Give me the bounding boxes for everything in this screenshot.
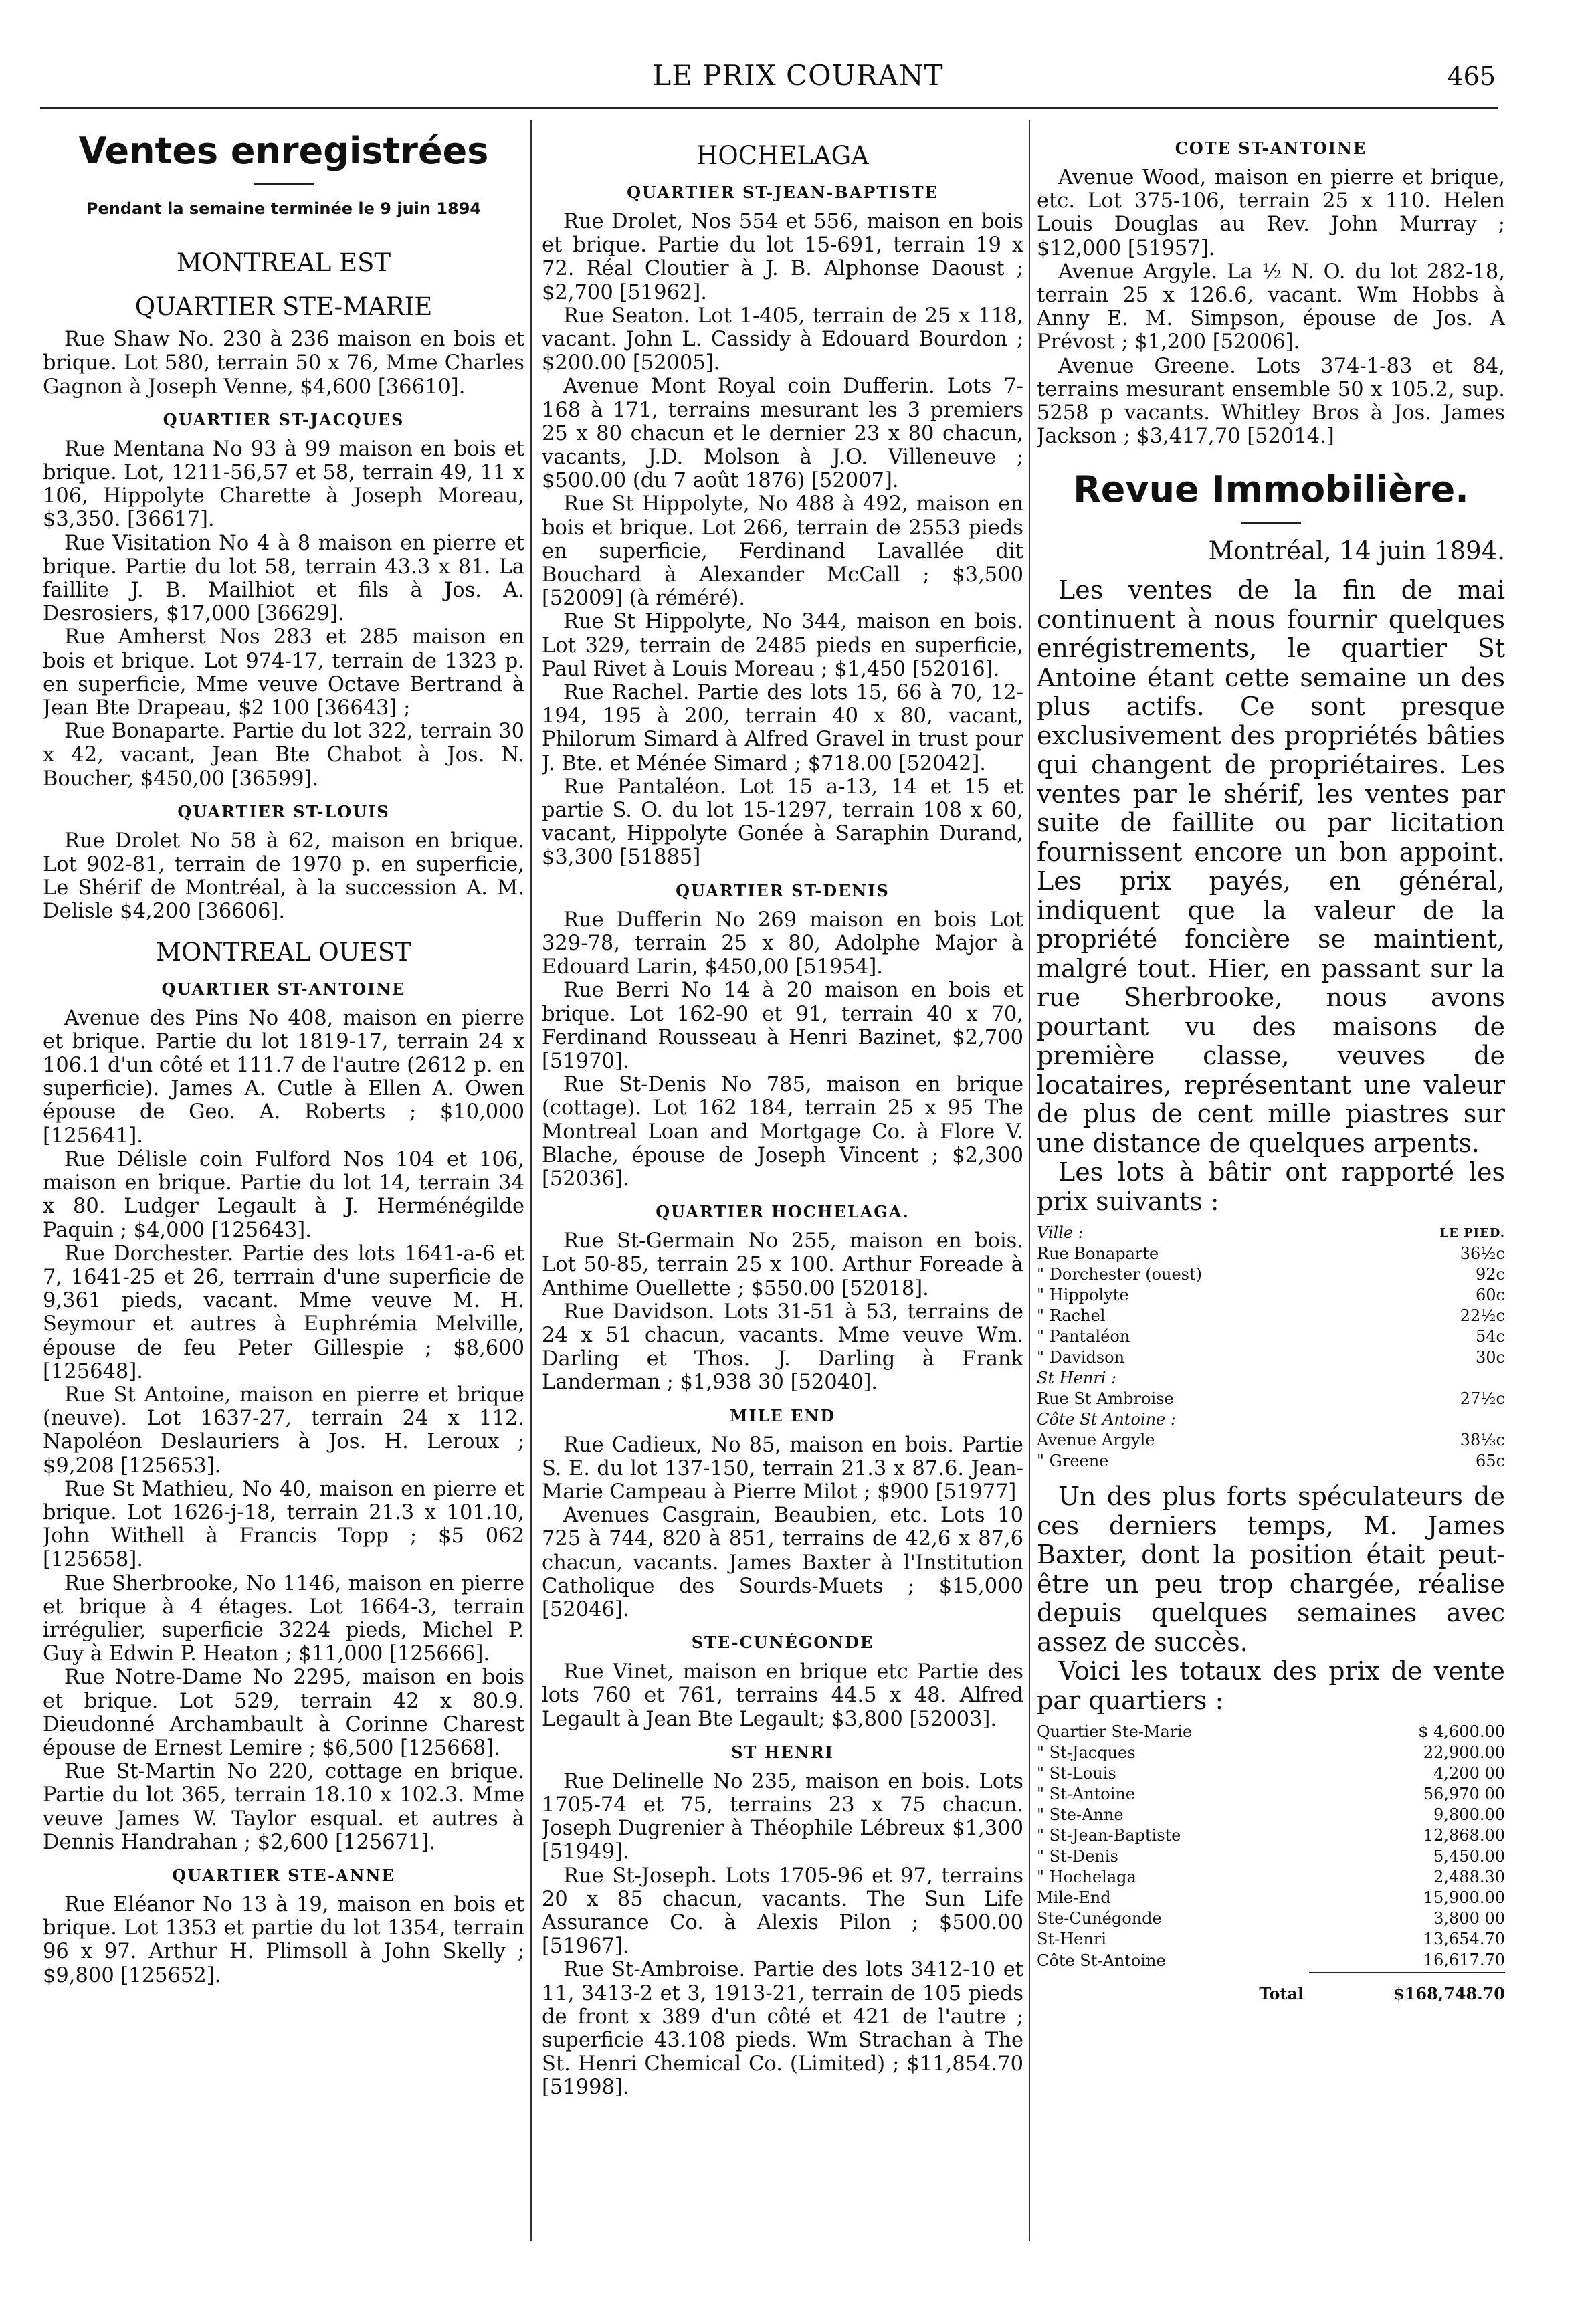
row-label: " Greene [1037, 1452, 1109, 1471]
table-row [1037, 1264, 1505, 1285]
table-row [1037, 1950, 1505, 1972]
sale-entry: Rue St-Martin No 220, cottage en brique. Partie du lot 365, terrain 18.10 x 102.3. Mme veuve James W. Taylor esqual. et autres à Dennis Handrahan ; $2,600 [125671]. [43, 1760, 524, 1854]
subsection-st-jacques: QUARTIER ST-JACQUES [163, 409, 405, 429]
sale-entry: Avenues Casgrain, Beaubien, etc. Lots 10 725 à 744, 820 à 851, terrains de 42,6 x 87,6 chacun, vacants. James Baxter à l'Institution Catholique des Sourds-Muets ; $15,000 [52046]. [542, 1504, 1023, 1621]
ventes-title: Ventes enregistrées [78, 130, 489, 172]
row-value: 15,900.00 [1423, 1888, 1505, 1908]
sale-entry: Rue St Hippolyte, No 488 à 492, maison en bois et brique. Lot 266, terrain de 2553 pieds en superficie, Ferdinand Lavallée dit Bouchard à Alexander McCall ; $3,500 [52009] (à réméré). [542, 492, 1023, 611]
sale-entry: Rue St Hippolyte, No 344, maison en bois. Lot 329, terrain de 2485 pieds en superficie, Paul Rivet à Louis Moreau ; $1,450 [52016]. [542, 610, 1023, 681]
subsection-st-denis: QUARTIER ST-DENIS [676, 880, 890, 900]
subsection-mile-end: MILE END [729, 1405, 836, 1425]
row-value: 9,800.00 [1433, 1805, 1505, 1825]
table-row [1037, 1805, 1505, 1825]
row-label: " Ste-Anne [1037, 1805, 1124, 1825]
title-rule [1241, 522, 1301, 524]
row-label: Avenue Argyle [1037, 1431, 1155, 1450]
row-label: Rue Bonaparte [1037, 1244, 1159, 1264]
table-row [1037, 1846, 1505, 1867]
row-value: 2,488.30 [1433, 1868, 1505, 1887]
sale-entry: Rue Bonaparte. Partie du lot 322, terrain 30 x 42, vacant, Jean Bte Chabot à Jos. N. Boucher, $450,00 [36599]. [43, 720, 524, 791]
sale-entry: Rue Shaw No. 230 à 236 maison en bois et brique. Lot 580, terrain 50 x 76, Mme Charles Gagnon à Joseph Venne, $4,600 [36610]. [43, 328, 524, 399]
table-row [1037, 1908, 1505, 1929]
row-value: 38⅓c [1460, 1431, 1505, 1450]
table-row [1037, 1430, 1505, 1451]
price-table-header [1037, 1223, 1505, 1243]
sale-entry: Avenue Argyle. La ½ N. O. du lot 282-18, terrain 25 x 126.6, vacant. Wm Hobbs à Anny E. M. Simpson, épouse de Jos. A Prévost ; $1,200 [52006]. [1037, 260, 1505, 355]
row-value: 54c [1476, 1327, 1505, 1346]
row-value [1373, 1409, 1505, 1430]
row-value: 3,800 00 [1433, 1909, 1505, 1928]
totals-grand-total [1037, 1972, 1505, 2005]
row-value: 30c [1476, 1348, 1505, 1367]
sale-entry: Rue Visitation No 4 à 8 maison en pierre et brique. Partie du lot 58, terrain 43.3 x 81. La faillite J. B. Mailhiot et fils à Jos. A. Desrosiers, $17,000 [36629]. [43, 531, 524, 626]
sale-entry: Rue Eléanor No 13 à 19, maison en bois et brique. Lot 1353 et partie du lot 1354, terrain 96 x 97. Arthur H. Plimsoll à John Skelly ; $9,800 [125652]. [43, 1892, 524, 1987]
sale-entry: Rue St-Joseph. Lots 1705-96 et 97, terrains 20 x 85 chacun, vacants. The Sun Life Assurance Co. à Alexis Pilon ; $500.00 [51967]. [542, 1864, 1023, 1959]
week-note: Pendant la semaine terminée le 9 juin 1894 [86, 199, 482, 218]
sale-entry: Rue St Mathieu, No 40, maison en pierre et brique. Lot 1626-j-18, terrain 21.3 x 101.10, John Withell à Francis Topp ; $5 062 [125658]. [43, 1477, 524, 1572]
subsection-st-antoine: QUARTIER ST-ANTOINE [161, 979, 406, 999]
row-label: Rue St Ambroise [1037, 1389, 1174, 1409]
table-row [1037, 1742, 1505, 1763]
subsection-cote-st-antoine: COTE ST-ANTOINE [1175, 138, 1367, 158]
table-row [1037, 1285, 1505, 1306]
sale-entry: Rue Amherst Nos 283 et 285 maison en bois et brique. Lot 974-17, terrain de 1323 p. en superficie, Mme veuve Octave Bertrand à Jean Bte Drapeau, $2 100 [36643] ; [43, 625, 524, 720]
table-row [1037, 1784, 1505, 1805]
subsection-st-louis: QUARTIER ST-LOUIS [177, 801, 390, 821]
title-rule [254, 183, 314, 185]
sale-entry: Avenue Greene. Lots 374-1-83 et 84, terrains mesurant ensemble 50 x 105.2, sup. 5258 p vacants. Whitley Bros à Jos. James Jackson ; $3,417,70 [52014.] [1037, 354, 1505, 449]
row-value: $ 4,600.00 [1418, 1722, 1505, 1742]
table-row [1037, 1326, 1505, 1347]
sale-entry: Rue Seaton. Lot 1-405, terrain de 25 x 118, vacant. John L. Cassidy à Edouard Bourdon ; $200.00 [52005]. [542, 304, 1023, 375]
price-header-unit: LE PIED. [1439, 1226, 1505, 1241]
row-value: 27½c [1460, 1389, 1505, 1409]
page-number: 465 [1447, 62, 1496, 91]
total-value: $168,748.70 [1309, 1972, 1505, 2005]
row-value: 36½c [1460, 1244, 1505, 1264]
revue-title: Revue Immobilière. [1073, 468, 1469, 511]
article-paragraph: Les ventes de la fin de mai continuent à nous fournir quelques enrégistrements, le quartier St Antoine étant cette semaine un des plus actifs. Ce sont presque exclusivement des propriétés bâties qui changent de propriétaires. Les ventes par le shérif, les ventes par suite de faillite ou par licitation fournissent encore un bon appoint. Les prix payés, en général, indiquent que la valeur de la propriété foncière se maintient, malgré tout. Hier, en passant sur la rue Sherbrooke, nous avons pourtant vu des maisons de première classe, veuves de locataires, représentant une valeur de plus de cent mille piastres sur une distance de quelques arpents. [1037, 575, 1505, 1158]
subsection-ste-marie: QUARTIER STE-MARIE [134, 292, 433, 322]
total-label: Total [1259, 1983, 1304, 2003]
table-row [1037, 1389, 1505, 1409]
row-value: 13,654.70 [1423, 1930, 1505, 1949]
price-group-label [1037, 1368, 1505, 1389]
sale-entry: Rue Pantaléon. Lot 15 a-13, 14 et 15 et partie S. O. du lot 15-1297, terrain 108 x 60, vacant, Hippolyte Gonée à Saraphin Durand, $3,300 [51885] [542, 775, 1023, 870]
article-paragraph: Les lots à bâtir ont rapporté les prix suivants : [1037, 1157, 1505, 1216]
column-3 [1037, 127, 1505, 2254]
row-label: " Hippolyte [1037, 1286, 1129, 1305]
sale-entry: Rue St-Denis No 785, maison en brique (cottage). Lot 162 184, terrain 25 x 95 The Montreal Loan and Mortgage Co. à Flore V. Blache, épouse de Joseph Vincent ; $2,300 [52036]. [542, 1073, 1023, 1191]
row-label: " Hochelaga [1037, 1868, 1136, 1887]
sale-entry: Rue St Antoine, maison en pierre et brique (neuve). Lot 1637-27, terrain 24 x 112. Napoléon Deslauriers à Jos. H. Leroux ; $9,208 [125653]. [43, 1383, 524, 1478]
sale-entry: Rue Notre-Dame No 2295, maison en bois et brique. Lot 529, terrain 42 x 80.9. Dieudonné Archambault à Corinne Charest épouse de Ernest Lemire ; $6,500 [125668]. [43, 1666, 524, 1760]
sale-entry: Rue Delinelle No 235, maison en bois. Lots 1705-74 et 75, terrains 23 x 75 chacun. Joseph Dugrenier à Théophile Lébreux $1,300 [51949]. [542, 1769, 1023, 1864]
row-label: Côte St-Antoine [1037, 1951, 1166, 1971]
table-row [1037, 1347, 1505, 1368]
row-label: " Dorchester (ouest) [1037, 1265, 1202, 1284]
totals-table [1037, 1722, 1505, 2004]
row-label: " Rachel [1037, 1306, 1106, 1326]
row-value: 22½c [1460, 1306, 1505, 1326]
row-value: 56,970 00 [1423, 1785, 1505, 1804]
subsection-ste-cunegonde: STE-CUNÉGONDE [691, 1633, 874, 1653]
page-header [0, 0, 1596, 107]
lot-price-table [1037, 1223, 1505, 1472]
row-label: " Pantaléon [1037, 1327, 1130, 1346]
running-title: LE PRIX COURANT [652, 59, 944, 92]
sale-entry: Rue Davidson. Lots 31-51 à 53, terrains de 24 x 51 chacun, vacants. Mme veuve Wm. Darling et Thos. J. Darling à Frank Landerman ; $1,938 30 [52040]. [542, 1300, 1023, 1395]
column-1 [43, 127, 524, 2254]
table-row [1037, 1867, 1505, 1888]
section-hochelaga: HOCHELAGA [696, 141, 869, 170]
column-2 [542, 127, 1023, 2254]
row-label: St-Henri [1037, 1930, 1106, 1949]
row-label: Côte St Antoine : [1037, 1410, 1176, 1429]
table-row [1037, 1451, 1505, 1472]
row-label: " St-Denis [1037, 1847, 1118, 1866]
subsection-quartier-hochelaga: QUARTIER HOCHELAGA. [656, 1202, 910, 1222]
row-label: " St-Jean-Baptiste [1037, 1826, 1181, 1845]
subsection-ste-anne: QUARTIER STE-ANNE [172, 1865, 395, 1885]
row-label: Mile-End [1037, 1888, 1111, 1908]
row-label: " St-Louis [1037, 1764, 1116, 1783]
row-value: 60c [1476, 1286, 1505, 1305]
row-value [1373, 1368, 1505, 1389]
row-value: 12,868.00 [1423, 1826, 1505, 1845]
sale-entry: Rue St-Germain No 255, maison en bois. Lot 50-85, terrain 25 x 100. Arthur Foreade à Anthime Ouellette ; $550.00 [52018]. [542, 1229, 1023, 1300]
subsection-st-henri: ST HENRI [731, 1742, 834, 1762]
subsection-st-jean-baptiste: QUARTIER ST-JEAN-BAPTISTE [627, 183, 938, 202]
sale-entry: Rue Drolet No 58 à 62, maison en brique. Lot 902-81, terrain de 1970 p. en superficie, Le Shérif de Montréal, à la succession A. M. Delisle $4,200 [36606]. [43, 829, 524, 924]
sale-entry: Rue Rachel. Partie des lots 15, 66 à 70, 12-194, 195 à 200, terrain 40 x 80, vacant, Philorum Simard à Alfred Gravel in trust pour J. Bte. et Ménée Simard ; $718.00 [52042]. [542, 681, 1023, 775]
table-row [1037, 1763, 1505, 1784]
table-row [1037, 1722, 1505, 1742]
row-label: " St-Antoine [1037, 1785, 1136, 1804]
row-value: 16,617.70 [1423, 1951, 1505, 1970]
sale-entry: Avenue Mont Royal coin Dufferin. Lots 7-168 à 171, terrains mesurant les 3 premiers 25 x 80 chacun et le dernier 23 x 80 chacun, vacants, J.D. Molson à J.O. Villeneuve ; $500.00 (du 7 août 1876) [52007]. [542, 375, 1023, 493]
sale-entry: Rue Dorchester. Partie des lots 1641-a-6 et 7, 1641-25 et 26, terrrain d'une superficie de 9,361 pieds, vacant. Mme veuve M. H. Seymour et autres à Euphrémia Melville, épouse de feu Peter Gillespie ; $8,600 [125648]. [43, 1241, 524, 1383]
section-montreal-ouest: MONTREAL OUEST [156, 937, 411, 967]
price-header-ville: Ville : [1037, 1223, 1084, 1243]
row-value: 4,200 00 [1433, 1764, 1505, 1783]
row-label: St Henri : [1037, 1369, 1117, 1388]
sale-entry: Rue Dufferin No 269 maison en bois Lot 329-78, terrain 25 x 80, Adolphe Major à Edouard Larin, $450,00 [51954]. [542, 908, 1023, 979]
column-divider [530, 120, 532, 2241]
table-row [1037, 1888, 1505, 1908]
article-paragraph: Voici les totaux des prix de vente par quartiers : [1037, 1656, 1505, 1715]
sale-entry: Rue Vinet, maison en brique etc Partie des lots 760 et 761, terrains 44.5 x 48. Alfred Legault à Jean Bte Legault; $3,800 [52003]. [542, 1660, 1023, 1731]
dateline: Montréal, 14 juin 1894. [1208, 536, 1505, 566]
table-row [1037, 1825, 1505, 1846]
sale-entry: Rue St-Ambroise. Partie des lots 3412-10 et 11, 3413-2 et 3, 1913-21, terrain de 105 pieds de front x 389 d'un côté et 421 de l'autre ; superficie 43.108 pieds. Wm Strachan à The St. Henri Chemical Co. (Limited) ; $11,854.70 [51998]. [542, 1958, 1023, 2100]
price-group-label [1037, 1409, 1505, 1430]
sale-entry: Rue Mentana No 93 à 99 maison en bois et brique. Lot, 1211-56,57 et 58, terrain 49, 11 x 106, Hippolyte Charette à Joseph Moreau, $3,350. [36617]. [43, 437, 524, 532]
sale-entry: Rue Délisle coin Fulford Nos 104 et 106, maison en brique. Partie du lot 14, terrain 34 x 80. Ludger Legault à J. Herménégilde Paquin ; $4,000 [125643]. [43, 1147, 524, 1242]
table-row [1037, 1243, 1505, 1264]
section-montreal-est: MONTREAL EST [176, 248, 391, 278]
table-row [1037, 1306, 1505, 1326]
row-value: 22,900.00 [1423, 1743, 1505, 1763]
table-row [1037, 1929, 1505, 1950]
row-label: " St-Jacques [1037, 1743, 1136, 1763]
row-label: Quartier Ste-Marie [1037, 1722, 1193, 1742]
sale-entry: Avenue des Pins No 408, maison en pierre et brique. Partie du lot 1819-17, terrain 24 x 106.1 d'un côté et 111.7 de l'autre (2612 p. en superficie). James A. Cutle à Ellen A. Owen épouse de Geo. A. Roberts ; $10,000 [125641]. [43, 1006, 524, 1148]
sale-entry: Avenue Wood, maison en pierre et brique, etc. Lot 375-106, terrain 25 x 110. Helen Louis Douglas au Rev. John Murray ; $12,000 [51957]. [1037, 166, 1505, 260]
row-value: 92c [1476, 1265, 1505, 1284]
sale-entry: Rue Drolet, Nos 554 et 556, maison en bois et brique. Partie du lot 15-691, terrain 19 x 72. Réal Cloutier à J. B. Alphonse Daoust ; $2,700 [51962]. [542, 210, 1023, 304]
article-paragraph: Un des plus forts spéculateurs de ces derniers temps, M. James Baxter, dont la position était peut-être un peu trop chargée, réalise depuis quelques semaines avec assez de succès. [1037, 1482, 1505, 1657]
sale-entry: Rue Berri No 14 à 20 maison en bois et brique. Lot 162-90 et 91, terrain 40 x 70, Ferdinand Rousseau à Henri Bazinet, $2,700 [51970]. [542, 979, 1023, 1073]
row-label: " Davidson [1037, 1348, 1125, 1367]
column-divider [1029, 120, 1030, 2241]
sale-entry: Rue Sherbrooke, No 1146, maison en pierre et brique à 4 étages. Lot 1664-3, terrain irrégulier, superficie 3224 pieds, Michel P. Guy à Edwin P. Heaton ; $11,000 [125666]. [43, 1571, 524, 1666]
row-value: 65c [1476, 1452, 1505, 1471]
row-label: Ste-Cunégonde [1037, 1909, 1162, 1928]
row-value: 5,450.00 [1433, 1847, 1505, 1866]
header-rule [40, 107, 1498, 109]
sale-entry: Rue Cadieux, No 85, maison en bois. Partie S. E. du lot 137-150, terrain 21.3 x 87.6. Jean-Marie Campeau à Pierre Milot ; $900 [51977] [542, 1433, 1023, 1504]
